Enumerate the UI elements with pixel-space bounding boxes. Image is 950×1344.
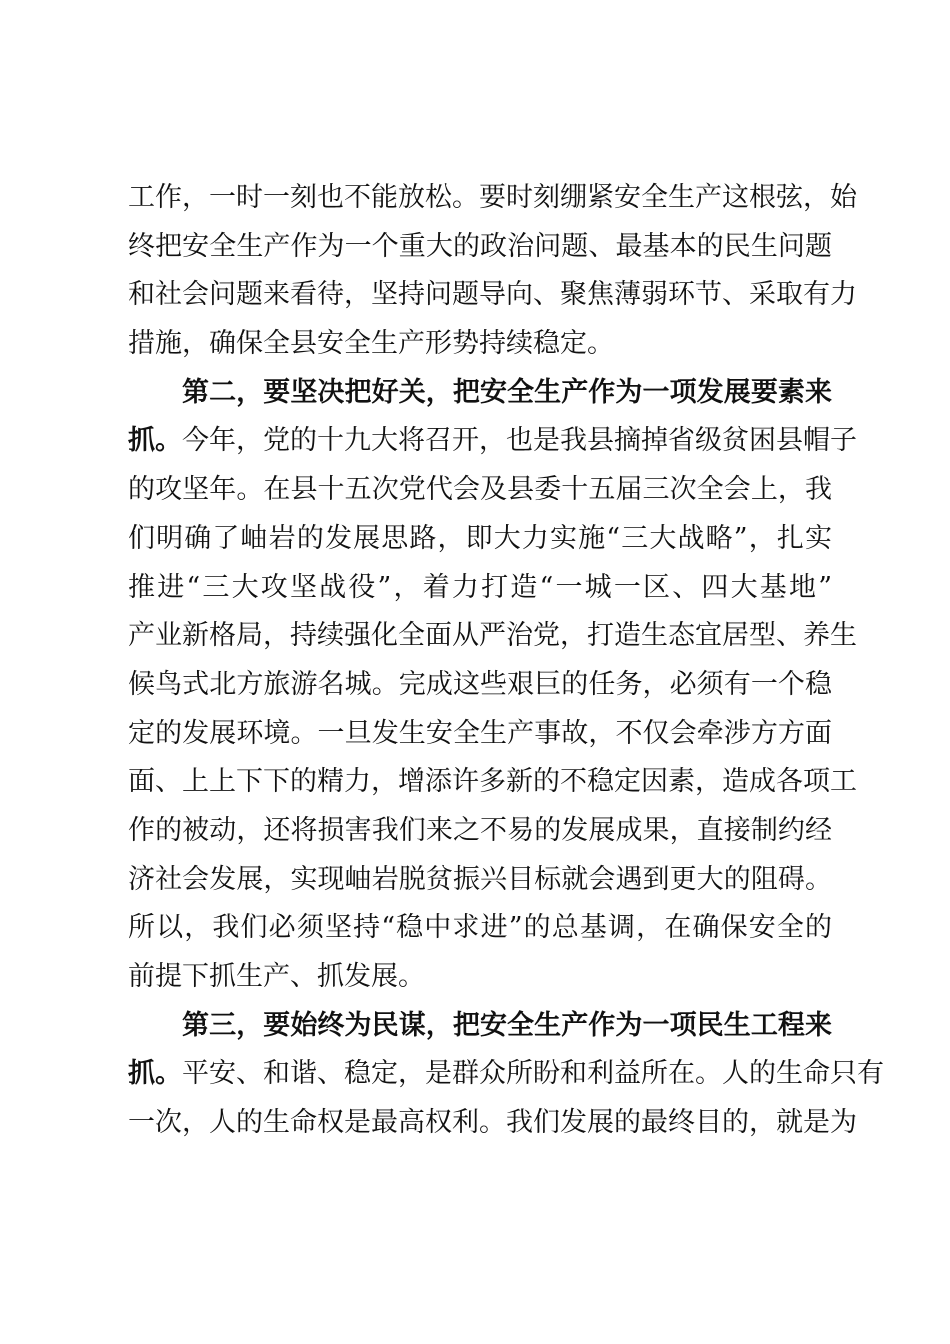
text-line: 产业新格局，持续强化全面从严治党，打造生态宜居型、养生 [128, 620, 857, 652]
text-line: 措施，确保全县安全生产形势持续稳定。 [128, 328, 614, 360]
section-heading-end: 抓。 [128, 1058, 182, 1090]
text-line: 推进“三大攻坚战役”，着力打造“一城一区、四大基地” [128, 571, 832, 603]
text-line: 的攻坚年。在县十五次党代会及县委十五届三次全会上，我 [128, 474, 832, 506]
text-run: 平安、和谐、稳定，是群众所盼和利益所在。人的生命只有 [182, 1058, 884, 1090]
text-line: 所以，我们必须坚持“稳中求进”的总基调，在确保安全的 [128, 912, 832, 944]
text-line: 候鸟式北方旅游名城。完成这些艰巨的任务，必须有一个稳 [128, 668, 832, 700]
text-line: 面、上上下下的精力，增添许多新的不稳定因素，造成各项工 [128, 766, 857, 798]
text-line [128, 417, 857, 466]
section-heading-end: 抓。 [128, 425, 182, 457]
text-line [128, 1050, 884, 1099]
text-line: 终把安全生产作为一个重大的政治问题、最基本的民生问题 [128, 230, 832, 262]
text-line: 定的发展环境。一旦发生安全生产事故，不仅会牵涉方方面 [128, 717, 832, 749]
text-line: 作的被动，还将损害我们来之不易的发展成果，直接制约经 [128, 814, 832, 846]
text-line: 一次，人的生命权是最高权利。我们发展的最终目的，就是为 [128, 1107, 857, 1139]
text-run: 今年，党的十九大将召开，也是我县摘掉省级贫困县帽子 [182, 425, 857, 457]
section-heading: 第二，要坚决把好关，把安全生产作为一项发展要素来 [182, 376, 832, 408]
section-heading: 第三，要始终为民谋，把安全生产作为一项民生工程来 [182, 1009, 832, 1041]
text-line: 和社会问题来看待，坚持问题导向、聚焦薄弱环节、采取有力 [128, 279, 857, 311]
text-line: 们明确了岫岩的发展思路，即大力实施“三大战略”，扎实 [128, 522, 832, 554]
text-line: 前提下抓生产、抓发展。 [128, 961, 425, 992]
body-text [128, 174, 884, 1148]
text-line: 工作，一时一刻也不能放松。要时刻绷紧安全生产这根弦，始 [128, 182, 857, 213]
text-line: 济社会发展，实现岫岩脱贫振兴目标就会遇到更大的阻碍。 [128, 863, 832, 895]
